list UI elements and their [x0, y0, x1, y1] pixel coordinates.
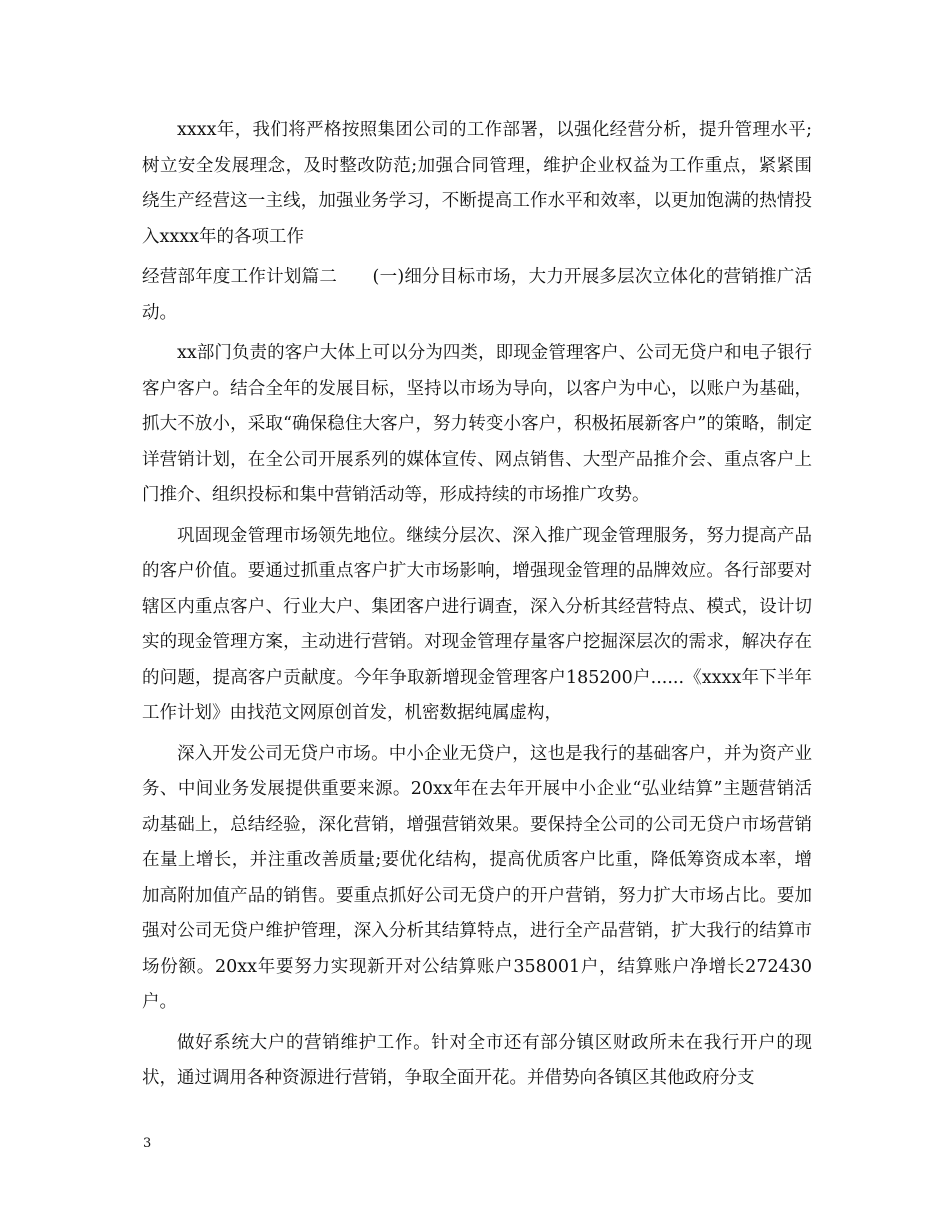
paragraph-no-loan-customers: 深入开发公司无贷户市场。中小企业无贷户，这也是我行的基础客户，并为资产业务、中间业务发展提供重要来源。20xx年在去年开展中小企业“弘业结算”主题营销活动基础上，总结经验，深化营销，增强营销效果。要保持全公司的公司无贷户市场营销在量上增长，并注重改善质量;要优化结构，提高优质客户比重，降低筹资成本率，增加高附加值产品的销售。要重点抓好公司无贷户的开户营销，努力扩大市场占比。要加强对公司无贷户维护管理，深入分析其结算特点，进行全产品营销，扩大我行的结算市场份额。20xx年要努力实现新开对公结算账户358001户，结算账户净增长272430户。 [142, 743, 812, 1012]
page-number: 3 [143, 1136, 152, 1151]
paragraph-cash-management: 巩固现金管理市场领先地位。继续分层次、深入推广现金管理服务，努力提高产品的客户价值。要通过抓重点客户扩大市场影响，增强现金管理的品牌效应。各行部要对辖区内重点客户、行业大户、集团客户进行调查，深入分析其经营特点、模式，设计切实的现金管理方案，主动进行营销。对现金管理存量客户挖掘深层次的需求，解决存在的问题，提高客户贡献度。今年争取新增现金管理客户185200户......《xxxx年下半年工作计划》由找范文网原创首发，机密数据纯属虚构， [142, 525, 812, 723]
paragraph-customer-categories: xx部门负责的客户大体上可以分为四类，即现金管理客户、公司无贷户和电子银行客户客户。结合全年的发展目标，坚持以市场为导向，以客户为中心，以账户为基础，抓大不放小，采取“确保稳住大客户，努力转变小客户，积极拓展新客户”的策略，制定详营销计划，在全公司开展系列的媒体宣传、网点销售、大型产品推介会、重点客户上门推介、组织投标和集中营销活动等，形成持续的市场推广攻势。 [142, 343, 812, 505]
paragraph-work-plan-intro: xxxx年，我们将严格按照集团公司的工作部署，以强化经营分析，提升管理水平;树立安全发展理念，及时整改防范;加强合同管理，维护企业权益为工作重点，紧紧围绕生产经营这一主线，加强业务学习，不断提高工作水平和效率，以更加饱满的热情投入xxxx年的各项工作 [142, 120, 812, 247]
document-body [142, 113, 812, 1102]
paragraph-system-major-customers: 做好系统大户的营销维护工作。针对全市还有部分镇区财政所未在我行开户的现状，通过调用各种资源进行营销，争取全面开花。并借势向各镇区其他政府分支 [142, 1032, 812, 1088]
paragraph-section-heading: 经营部年度工作计划篇二 (一)细分目标市场，大力开展多层次立体化的营销推广活动。 [142, 267, 812, 323]
